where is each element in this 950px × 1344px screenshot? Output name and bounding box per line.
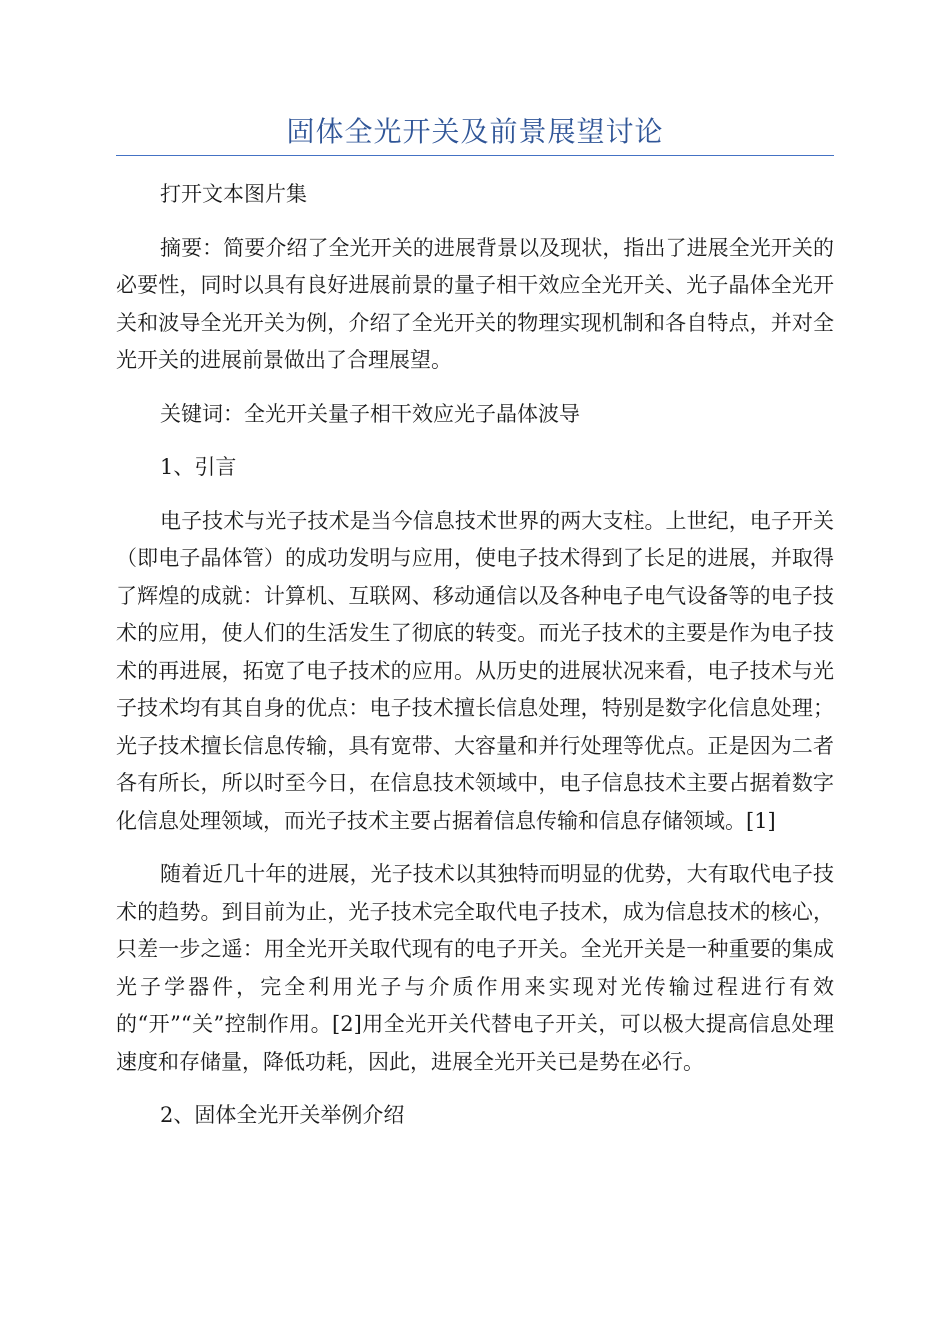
abstract-paragraph: 摘要：简要介绍了全光开关的进展背景以及现状，指出了进展全光开关的必要性，同时以具有良好进展前景的量子相干效应全光开关、光子晶体全光开关和波导全光开关为例，介绍了全光开关的物理实现机制和各自特点，并对全光开关的进展前景做出了合理展望。 [116, 235, 834, 372]
body-paragraph-2: 随着近几十年的进展，光子技术以其独特而明显的优势，大有取代电子技术的趋势。到目前为止，光子技术完全取代电子技术，成为信息技术的核心，只差一步之遥：用全光开关取代现有的电子开关。全光开关是一种重要的集成光子学器件，完全利用光子与介质作用来实现对光传输过程进行有效的“开”“关”控制作用。[2]用全光开关代替电子开关，可以极大提高信息处理速度和存储量，降低功耗，因此，进展全光开关已是势在必行。 [116, 862, 834, 1074]
title-underline [116, 155, 834, 156]
document-title: 固体全光开关及前景展望讨论 [286, 115, 664, 148]
keywords-paragraph: 关键词：全光开关量子相干效应光子晶体波导 [160, 401, 580, 426]
section-heading-introduction: 1、引言 [160, 455, 237, 479]
body-paragraph-1: 电子技术与光子技术是当今信息技术世界的两大支柱。上世纪，电子开关（即电子晶体管）的成功发明与应用，使电子技术得到了长足的进展，并取得了辉煌的成就：计算机、互联网、移动通信以及各种电子电气设备等的电子技术的应用，使人们的生活发生了彻底的转变。而光子技术的主要是作为电子技术的再进展，拓宽了电子技术的应用。从历史的进展状况来看，电子技术与光子技术均有其自身的优点：电子技术擅长信息处理，特别是数字化信息处理；光子技术擅长信息传输，具有宽带、大容量和并行处理等优点。正是因为二者各有所长，所以时至今日，在信息技术领域中，电子信息技术主要占据着数字化信息处理领域，而光子技术主要占据着信息传输和信息存储领域。[1] [116, 508, 834, 833]
section-heading-examples: 2、固体全光开关举例介绍 [160, 1103, 405, 1127]
document-body [116, 176, 834, 1151]
image-gallery-link-text: 打开文本图片集 [160, 182, 307, 206]
